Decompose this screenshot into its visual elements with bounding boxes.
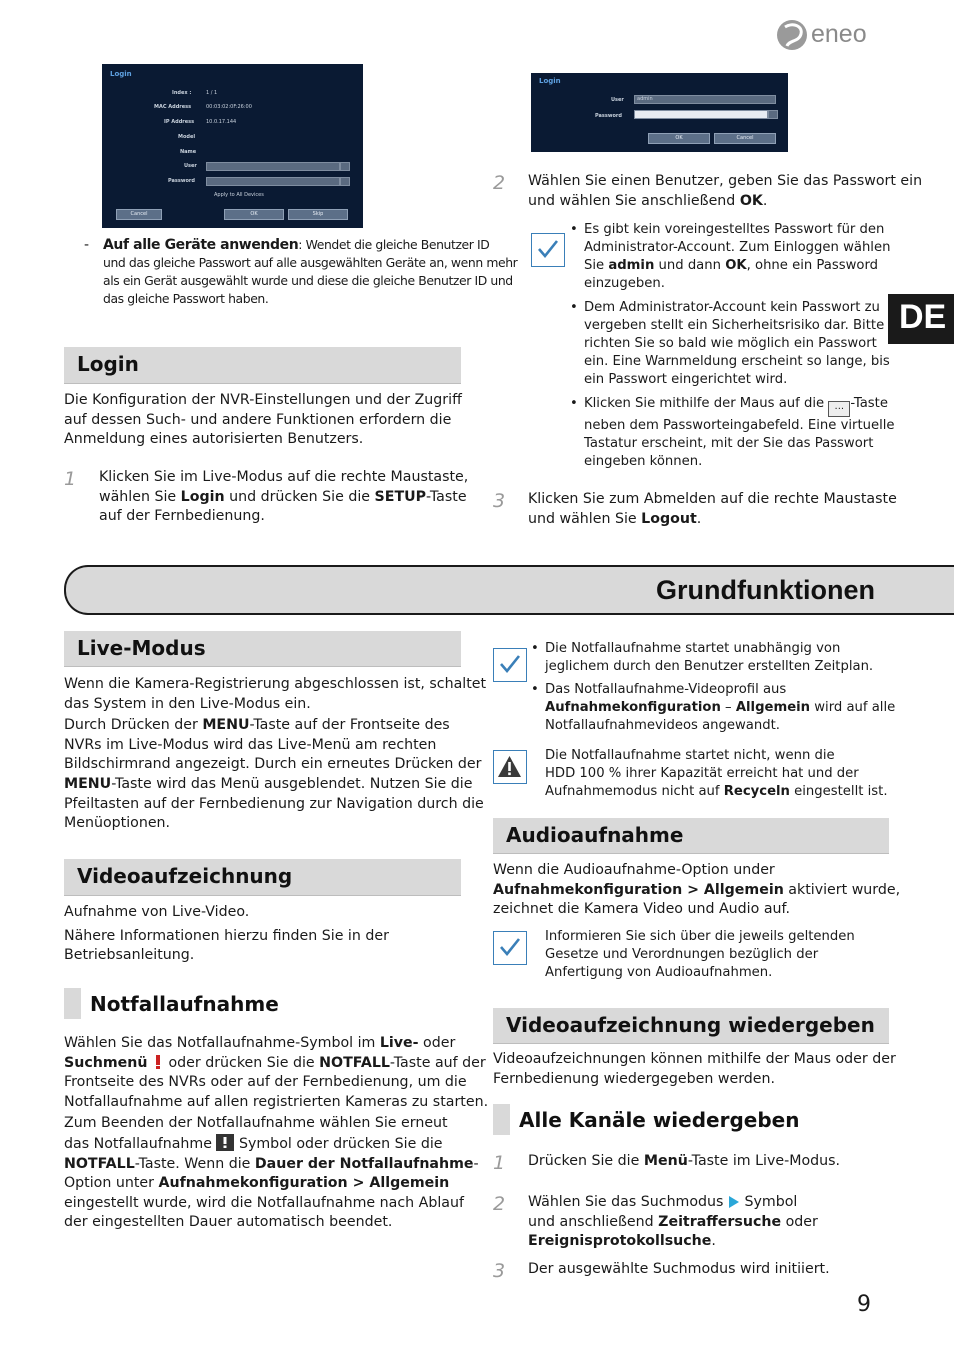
text-line: auf dessen Such- und andere Funktionen erfordern die — [64, 411, 452, 428]
text-bold: MENU — [64, 775, 112, 792]
text-line: auf der Fernbedienung. — [99, 508, 265, 525]
screen-user-value: admin — [637, 96, 653, 102]
text-span: Symbol oder drücken Sie die — [234, 1135, 443, 1152]
text-span: -Taste — [426, 488, 467, 505]
text-bold: OK — [725, 258, 747, 273]
apply-note-text: und das gleiche Passwort auf alle ausgewählten Geräte an, wenn mehr — [103, 255, 518, 270]
text-span: Sie — [584, 258, 609, 273]
screen-cancel-button: Cancel — [116, 209, 162, 220]
screen-title: Login — [110, 70, 132, 78]
screen-row-value: 1 / 1 — [206, 90, 218, 96]
text-line: Gesetze und Verordnungen bezüglich der — [545, 947, 819, 962]
text-span: Durch Drücken der — [64, 717, 203, 734]
logo-text: eneo — [811, 20, 867, 48]
emergency-heading-tab — [64, 988, 81, 1019]
text-span: und wählen Sie anschließend — [528, 192, 740, 209]
search-mode-icon — [728, 1195, 740, 1209]
screen-row-label: MAC Address — [154, 104, 192, 110]
video-text — [64, 903, 464, 966]
step-number: 2 — [493, 1193, 506, 1215]
text-bold: Aufnahmekonfiguration > Allgemein — [493, 881, 784, 898]
screen-password-field — [206, 177, 340, 186]
text-span: und dann — [654, 258, 726, 273]
step-number: 1 — [64, 468, 77, 490]
text-line: Anfertigung von Audioaufnahmen. — [545, 965, 773, 980]
text-line: Notfallaufnahme auf allen registrierten Kameras zu starten. — [64, 1093, 489, 1110]
text-bold: NOTFALL — [64, 1155, 135, 1172]
live-heading-bar — [64, 631, 461, 667]
text-span: Klicken Sie mithilfe der Maus auf die — [584, 396, 829, 411]
text-bold: Login — [180, 488, 225, 505]
text-line: einzugeben. — [584, 276, 665, 291]
text-bold: OK — [739, 192, 763, 209]
note-item — [570, 221, 890, 293]
text-line: Wenn die Audioaufnahme-Option under — [493, 862, 775, 878]
playback-heading: Videoaufzeichnung wiedergeben — [506, 1013, 875, 1037]
screen-skip-button: Skip — [288, 209, 348, 220]
text-span: . — [762, 192, 768, 209]
text-line: Wenn die Kamera-Registrierung abgeschlossen ist, schaltet — [64, 676, 487, 692]
text-line: Bildschirmrand angezeigt. Durch ein erneutes Drücken der — [64, 756, 482, 773]
text-line: NVRs im Live-Modus wird das Live-Menü am rechten — [64, 736, 437, 753]
text-span: oder — [418, 1035, 456, 1051]
text-span: und anschließend — [528, 1213, 659, 1230]
screen-user-key — [340, 162, 350, 171]
screen-title: Login — [539, 77, 561, 85]
playback-text — [493, 1050, 896, 1089]
note-item — [531, 640, 891, 676]
text-span: oder drücken Sie die — [163, 1054, 320, 1071]
screen-row-value: 10.0.17.144 — [206, 119, 237, 125]
playback-heading-bar — [493, 1008, 889, 1044]
emergency-icon — [152, 1054, 164, 1070]
screen-row-label: Password — [168, 178, 195, 184]
playback-sub-heading-tab — [493, 1104, 510, 1135]
text-span: – — [720, 700, 736, 715]
text-line: eingeben können. — [584, 454, 703, 469]
screen-row-label: IP Address — [164, 119, 195, 125]
text-span: , ohne ein Password — [746, 258, 879, 273]
text-span: -Taste auf der — [389, 1054, 486, 1071]
text-line: Tastatur erscheint, mit der Sie das Passwort — [584, 436, 874, 451]
login-screenshot-multi — [102, 64, 363, 228]
text-line: Videoaufzeichnungen können mithilfe der Maus oder der — [493, 1051, 896, 1067]
screen-row-label: User — [184, 163, 197, 169]
text-line: Anmeldung eines autorisierten Benutzers. — [64, 431, 364, 448]
step-number: 3 — [493, 1260, 506, 1282]
text-bold: Suchmenü — [64, 1054, 148, 1071]
text-span: -Taste auf der Frontseite des — [249, 717, 450, 734]
audio-text — [493, 861, 901, 920]
text-line: Pfeiltasten auf der Fernbedienung zur Navigation durch die — [64, 795, 484, 812]
text-bold: Zeitraffersuche — [658, 1213, 782, 1230]
eneo-logo-icon — [775, 16, 811, 54]
screen-password-field — [634, 110, 768, 119]
emergency-notes — [531, 640, 896, 735]
playback-step-2 — [528, 1193, 898, 1252]
audio-heading-bar — [493, 818, 889, 854]
audio-heading: Audioaufnahme — [506, 823, 684, 847]
text-bold: Logout — [641, 510, 697, 527]
text-line: Der ausgewählte Suchmodus wird initiiert. — [528, 1261, 830, 1277]
screen-row-label: Index : — [172, 90, 192, 96]
text-bold: Ereignisprotokollsuche — [528, 1233, 712, 1250]
text-bold: Menü — [643, 1153, 688, 1169]
live-text — [64, 675, 487, 834]
step-number: 2 — [493, 172, 506, 194]
screen-ok-button: OK — [648, 133, 710, 144]
text-line: Die Notfallaufnahme startet nicht, wenn die — [545, 748, 835, 763]
screen-user-field — [206, 162, 340, 171]
text-span: Symbol — [739, 1194, 798, 1210]
screen-password-key — [340, 177, 350, 186]
apply-note-text: das gleiche Passwort haben. — [103, 291, 269, 306]
text-line: Es gibt kein voreingestelltes Passwort für den — [584, 222, 885, 237]
text-line: Notfallaufnahmevideos angewandt. — [545, 718, 780, 733]
virtual-keyboard-key-icon: ... — [828, 401, 850, 417]
apply-note-text: als ein Gerät ausgewählt wurde und diese die gleiche Benutzer ID und — [103, 273, 513, 288]
text-line: Nähere Informationen hierzu finden Sie in der — [64, 927, 389, 944]
text-bold: Live- — [379, 1035, 419, 1051]
text-span: und drücken Sie die — [224, 488, 375, 505]
text-line: Wählen Sie einen Benutzer, geben Sie das Passwort ein — [528, 173, 923, 189]
screen-password-key — [768, 110, 778, 119]
live-heading: Live-Modus — [77, 636, 206, 660]
text-span: und wählen Sie — [528, 510, 642, 527]
text-line: Klicken Sie im Live-Modus auf die rechte Maustaste, — [99, 469, 469, 485]
text-line: Zum Beenden der Notfallaufnahme wählen Sie erneut — [64, 1115, 448, 1132]
note-item — [570, 395, 895, 471]
text-line: das System in den Live-Modus ein. — [64, 695, 311, 712]
step-number: 1 — [493, 1152, 506, 1174]
text-bold: MENU — [202, 717, 250, 734]
text-line: Frontseite des NVRs oder auf der Fernbedienung, um die — [64, 1074, 467, 1091]
login-step-2 — [528, 172, 923, 211]
chapter-title: Grundfunktionen — [656, 575, 875, 605]
screen-user-field — [634, 95, 776, 104]
text-line: richten Sie so bald wie möglich ein Passwort — [584, 336, 877, 351]
login-screenshot-single — [531, 73, 788, 152]
text-line: Die Konfiguration der NVR-Einstellungen und der Zugriff — [64, 392, 462, 408]
text-span: Drücken Sie die — [528, 1153, 644, 1169]
text-span: -Taste im Live-Modus. — [687, 1153, 841, 1169]
note-check-icon — [493, 931, 527, 965]
note-item — [570, 299, 890, 389]
login-heading-bar — [64, 347, 461, 384]
text-line: zeichnet die Kamera Video und Audio auf. — [493, 901, 790, 918]
text-bold: admin — [608, 258, 655, 273]
text-span: -Taste — [850, 396, 888, 411]
text-span: Wählen Sie das Suchmodus — [528, 1194, 728, 1210]
text-line: Das Notfallaufnahme-Videoprofil aus — [545, 682, 787, 697]
text-span: Aufnahmemodus nicht auf — [545, 784, 724, 799]
text-span: aktiviert wurde, — [783, 881, 901, 898]
text-span: -Taste. Wenn die — [134, 1155, 255, 1172]
text-span: oder — [781, 1213, 818, 1230]
text-bold: Allgemein — [735, 700, 811, 715]
text-span: wird auf alle — [810, 700, 896, 715]
playback-sub-heading: Alle Kanäle wiedergeben — [519, 1108, 800, 1132]
warning-icon — [493, 750, 527, 784]
text-line: Menüoptionen. — [64, 815, 171, 832]
text-line: Die Notfallaufnahme startet unabhängig von — [545, 641, 841, 656]
text-bold: Aufnahmekonfiguration — [545, 700, 721, 715]
text-bold: Dauer der Notfallaufnahme — [254, 1155, 474, 1172]
text-line: neben dem Passworteingabefeld. Eine virtuelle — [584, 418, 895, 433]
note-check-icon — [531, 233, 565, 267]
note-check-icon — [493, 648, 527, 682]
text-bold: NOTFALL — [319, 1054, 390, 1071]
page-number: 9 — [857, 1292, 871, 1317]
text-line: vergeben stellt ein Sicherheitsrisiko dar. Bitte — [584, 318, 885, 333]
playback-step-3 — [528, 1260, 898, 1280]
login-step-3 — [528, 490, 898, 529]
screen-ok-button: OK — [224, 209, 284, 220]
video-heading: Videoaufzeichnung — [77, 864, 293, 888]
text-span: das Notfallaufnahme — [64, 1135, 217, 1152]
eneo-logo — [775, 16, 875, 56]
step-number: 3 — [493, 490, 506, 512]
login-intro — [64, 391, 464, 450]
text-bold: Recyceln — [723, 784, 790, 799]
text-span: . — [696, 510, 702, 527]
text-line: Informieren Sie sich über die jeweils geltenden — [545, 929, 855, 944]
text-line: Betriebsanleitung. — [64, 947, 195, 964]
text-line: Administrator-Account. Zum Einloggen wählen — [584, 240, 891, 255]
screen-password-label: Password — [595, 113, 622, 119]
text-line: Aufnahme von Live-Video. — [64, 904, 250, 920]
audio-note — [545, 928, 895, 982]
text-bold: SETUP — [374, 488, 427, 505]
text-line: der eingestellten Dauer automatisch beendet. — [64, 1214, 393, 1231]
text-span: -Taste wird das Menü ausgeblendet. Nutzen Sie die — [111, 775, 473, 792]
note-item — [531, 681, 896, 735]
video-heading-bar — [64, 859, 461, 896]
emergency-text — [64, 1034, 489, 1233]
screen-user-label: User — [611, 97, 624, 103]
text-line: jeglichem durch den Benutzer erstellten Zeitplan. — [545, 659, 874, 674]
text-span: Wählen Sie das Notfallaufnahme-Symbol im — [64, 1035, 380, 1051]
language-tab-label: DE — [899, 298, 947, 336]
login-step-1 — [99, 468, 469, 527]
screen-row-label: Model — [178, 134, 196, 140]
screen-cancel-button: Cancel — [714, 133, 776, 144]
text-span: Option unter — [64, 1175, 159, 1192]
chapter-banner — [64, 565, 954, 615]
text-span: . — [711, 1233, 716, 1250]
apply-note-text: : Wendet die gleiche Benutzer ID — [298, 237, 490, 252]
text-line: Dem Administrator-Account kein Passwort zu — [584, 300, 880, 315]
screen-row-value: 00:03:02:0F:26:00 — [206, 104, 252, 110]
login-heading: Login — [77, 352, 139, 376]
emergency-icon — [216, 1134, 234, 1151]
language-tab — [888, 294, 954, 344]
note-dash: - — [84, 237, 89, 253]
apply-note-title: Auf alle Geräte anwenden — [103, 237, 299, 253]
screen-row-label: Name — [180, 149, 197, 155]
text-bold: Aufnahmekonfiguration > Allgemein — [158, 1175, 450, 1192]
emergency-warning — [545, 747, 895, 801]
text-line: eingestellt wurde, wird die Notfallaufnahme nach Ablauf — [64, 1194, 464, 1211]
text-line: HDD 100 % ihrer Kapazität erreicht hat und der — [545, 766, 859, 781]
text-span: wählen Sie — [99, 488, 181, 505]
text-span: - — [473, 1155, 479, 1172]
playback-step-1 — [528, 1152, 898, 1172]
text-line: ein. Eine Warnmeldung erscheint so lange, bis — [584, 354, 890, 369]
emergency-heading: Notfallaufnahme — [90, 992, 279, 1016]
text-span: eingestellt ist. — [789, 784, 888, 799]
login-notes — [570, 221, 895, 471]
text-line: ein Passwort eingerichtet wird. — [584, 372, 788, 387]
screen-apply-label: Apply to All Devices — [214, 192, 264, 198]
text-line: Klicken Sie zum Abmelden auf die rechte Maustaste — [528, 491, 897, 507]
text-line: Fernbedienung wiedergegeben werden. — [493, 1070, 776, 1087]
